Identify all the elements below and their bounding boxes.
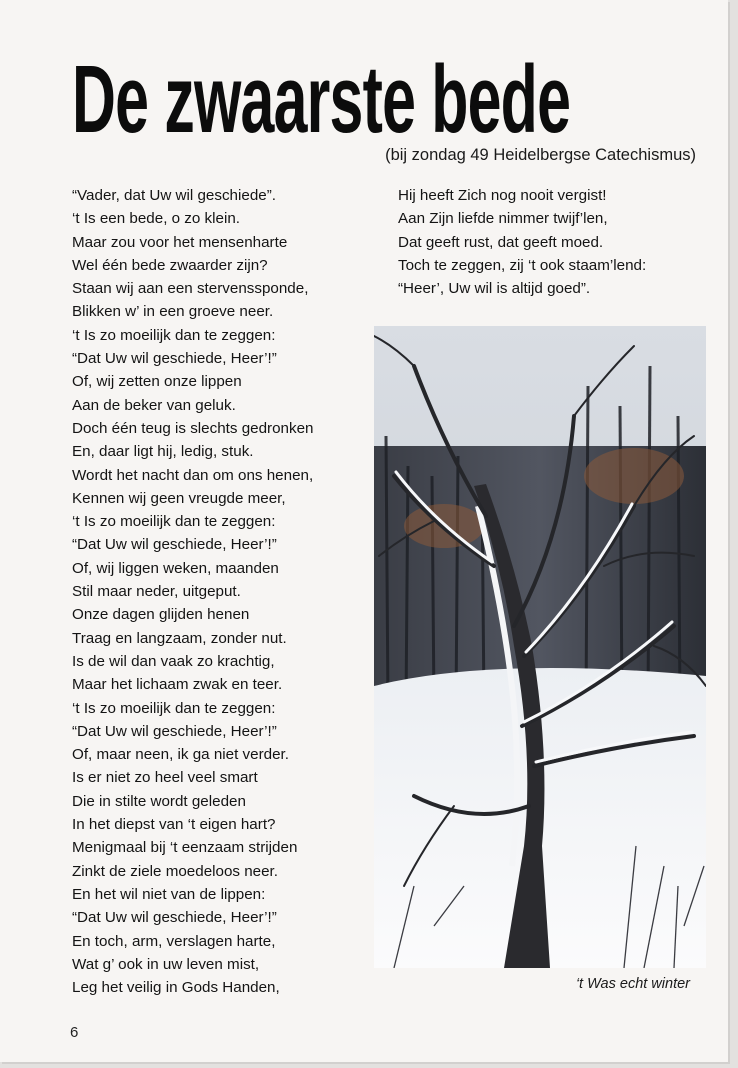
- poem-line: Of, maar neen, ik ga niet verder.: [72, 746, 289, 764]
- photo-caption: ‘t Was echt winter: [575, 976, 690, 992]
- poem-line: Onze dagen glijden henen: [72, 606, 250, 624]
- poem-line: En toch, arm, verslagen harte,: [72, 932, 276, 950]
- poem-line: Is er niet zo heel veel smart: [72, 769, 258, 787]
- page-number: 6: [70, 1024, 79, 1041]
- poem-line: En, daar ligt hij, ledig, stuk.: [72, 443, 254, 461]
- poem-line: Dat geeft rust, dat geeft moed.: [398, 233, 604, 251]
- poem-line: In het diepst van ‘t eigen hart?: [72, 816, 276, 834]
- poem-line: Wordt het nacht dan om ons henen,: [72, 466, 314, 484]
- page-title: De zwaarste bede: [72, 45, 571, 153]
- poem-line: “Dat Uw wil geschiede, Heer’!”: [72, 536, 277, 554]
- poem-line: Wat g’ ook in uw leven mist,: [72, 955, 260, 973]
- poem-line: Zinkt de ziele moedeloos neer.: [72, 862, 278, 880]
- poem-line: “Heer’, Uw wil is altijd goed”.: [398, 280, 591, 298]
- poem-column-left: [72, 184, 313, 999]
- poem-line: Menigmaal bij ‘t eenzaam strijden: [72, 839, 298, 857]
- poem-line: En het wil niet van de lippen:: [72, 885, 266, 903]
- poem-line: Traag en langzaam, zonder nut.: [72, 629, 287, 647]
- winter-forest-photo: [374, 326, 706, 968]
- poem-line: Die in stilte wordt geleden: [72, 792, 246, 810]
- poem-line: Is de wil dan vaak zo krachtig,: [72, 652, 275, 670]
- poem-line: Of, wij zetten onze lippen: [72, 373, 242, 391]
- poem-line: ‘t Is zo moeilijk dan te zeggen:: [72, 326, 276, 344]
- poem-line: Maar zou voor het mensenharte: [72, 233, 288, 251]
- poem-line: Leg het veilig in Gods Handen,: [72, 979, 280, 997]
- poem-line: “Dat Uw wil geschiede, Heer’!”: [72, 722, 277, 740]
- poem-line: Staan wij aan een stervenssponde,: [72, 280, 309, 298]
- poem-line: Aan de beker van geluk.: [72, 396, 236, 414]
- poem-line: “Dat Uw wil geschiede, Heer’!”: [72, 909, 277, 927]
- poem-column-right: [398, 184, 646, 300]
- poem-line: Stil maar neder, uitgeput.: [72, 583, 241, 601]
- poem-line: ‘t Is zo moeilijk dan te zeggen:: [72, 513, 276, 531]
- poem-line: Hij heeft Zich nog nooit vergist!: [398, 187, 607, 204]
- poem-line: Blikken w’ in een groeve neer.: [72, 303, 274, 321]
- poem-line: ‘t Is zo moeilijk dan te zeggen:: [72, 699, 276, 717]
- poem-line: Wel één bede zwaarder zijn?: [72, 256, 268, 274]
- winter-forest-illustration: [374, 326, 706, 968]
- poem-line: Maar het lichaam zwak en teer.: [72, 676, 283, 694]
- poem-line: Kennen wij geen vreugde meer,: [72, 489, 286, 507]
- poem-line: Toch te zeggen, zij ‘t ook staam’lend:: [398, 256, 647, 274]
- poem-line: Of, wij liggen weken, maanden: [72, 559, 279, 577]
- poem-line: ‘t Is een bede, o zo klein.: [72, 210, 241, 228]
- subtitle: (bij zondag 49 Heidelbergse Catechismus): [385, 146, 696, 164]
- poem-line: “Dat Uw wil geschiede, Heer’!”: [72, 350, 277, 368]
- poem-line: “Vader, dat Uw wil geschiede”.: [72, 187, 276, 204]
- poem-line: Doch één teug is slechts gedronken: [72, 419, 314, 437]
- poem-line: Aan Zijn liefde nimmer twijf’len,: [398, 210, 608, 228]
